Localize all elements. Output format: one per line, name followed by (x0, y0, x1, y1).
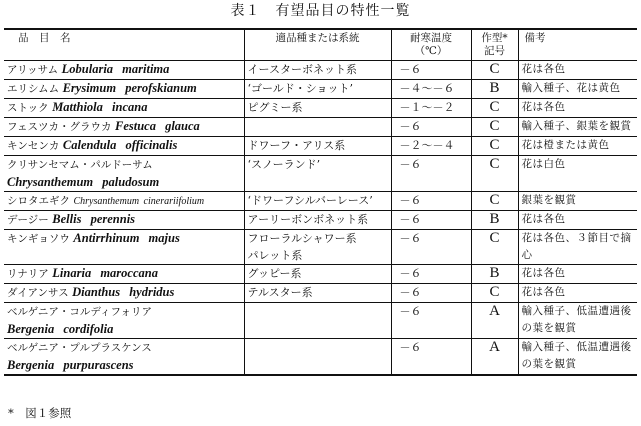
type-mark: A (471, 339, 518, 376)
cold-temp: －６ (391, 230, 471, 265)
variety: ‘ゴールド・ショット’ (244, 80, 391, 99)
table-row (4, 80, 637, 99)
jp-name: キンセンカ (7, 140, 60, 152)
variety: テルスター系 (244, 284, 391, 303)
jp-name: シロタエギク (7, 195, 70, 207)
cold-temp: －６ (391, 156, 471, 192)
type-mark: C (471, 284, 518, 303)
scientific-name: Festuca glauca (114, 119, 200, 133)
table-row (4, 156, 637, 192)
cold-temp: －４～－６ (391, 80, 471, 99)
type-mark: C (471, 137, 518, 156)
jp-name: ダイアンサス (7, 287, 69, 299)
table-row (4, 192, 637, 211)
scientific-name: Erysimum perofskianum (62, 81, 197, 95)
notes: 輸入種子、低温遭遇後の葉を観賞 (518, 303, 637, 339)
type-mark: A (471, 303, 518, 339)
table-row (4, 137, 637, 156)
scientific-name: Chrysanthemum cinerariifolium (73, 196, 205, 207)
scientific-name: Lobularia maritima (61, 62, 170, 76)
notes: 輸入種子、銀葉を観賞 (518, 118, 637, 137)
variety (244, 118, 391, 137)
variety-secondary: パレット系 (247, 249, 303, 262)
type-mark: C (471, 230, 518, 265)
variety (244, 303, 391, 339)
cold-temp: －６ (391, 192, 471, 211)
table-row (4, 339, 637, 376)
jp-name: ベルゲニア・コルディフォリア (7, 306, 153, 318)
jp-name: キンギョソウ (7, 233, 70, 245)
notes: 花は各色、３節目で摘心 (518, 230, 637, 265)
jp-name: ストック (7, 102, 49, 114)
cold-temp: －２～－４ (391, 137, 471, 156)
notes: 花は各色 (518, 284, 637, 303)
header-type: 作型* 記号 (471, 29, 518, 61)
scientific-name: Bergenia cordifolia (7, 322, 114, 336)
variety: アーリーボンボネット系 (244, 211, 391, 230)
variety: フローラルシャワー系 (247, 232, 357, 245)
jp-name: エリシムム (7, 83, 60, 95)
variety: グッピー系 (244, 265, 391, 284)
jp-name: リナリア (7, 268, 49, 280)
variety: ‘スノーランド’ (244, 156, 391, 192)
table-row (4, 284, 637, 303)
type-mark: B (471, 211, 518, 230)
notes: 花は各色 (518, 99, 637, 118)
jp-name: クリサンセマム・パルドーサム (7, 159, 153, 171)
table-row (4, 211, 637, 230)
table-row (4, 230, 637, 265)
header-notes: 備考 (518, 29, 637, 61)
cold-temp: －６ (391, 303, 471, 339)
jp-name: デージー (7, 214, 49, 226)
type-mark: C (471, 156, 518, 192)
cold-temp: －６ (391, 61, 471, 80)
type-mark: B (471, 265, 518, 284)
variety: イースターボネット系 (244, 61, 391, 80)
scientific-name: Bellis perennis (52, 212, 136, 226)
variety: ピグミー系 (244, 99, 391, 118)
scientific-name: Chrysanthemum paludosum (7, 175, 160, 189)
jp-name: ベルゲニア・プルプラスケンス (7, 342, 152, 354)
table-row (4, 99, 637, 118)
table-row (4, 265, 637, 284)
type-mark: C (471, 118, 518, 137)
cold-temp: －６ (391, 211, 471, 230)
notes: 花は橙または黄色 (518, 137, 637, 156)
footnote: * 図１参照 (8, 406, 72, 420)
type-mark: C (471, 99, 518, 118)
scientific-name: Antirrhinum majus (73, 231, 180, 245)
scientific-name: Dianthus hydridus (72, 285, 175, 299)
header-row (4, 29, 637, 61)
notes: 花は各色 (518, 211, 637, 230)
notes: 輸入種子、低温遭遇後の葉を観賞 (518, 339, 637, 376)
scientific-name: Linaria maroccana (52, 266, 158, 280)
table-row (4, 303, 637, 339)
scientific-name: Bergenia purpurascens (7, 358, 134, 372)
type-mark: B (471, 80, 518, 99)
jp-name: フェスツカ・グラウカ (7, 121, 112, 133)
cold-temp: －１～－２ (391, 99, 471, 118)
table-title: 表１ 有望品目の特性一覧 (230, 3, 411, 19)
cold-temp: －６ (391, 265, 471, 284)
notes: 花は白色 (518, 156, 637, 192)
variety: ‘ドワーフシルバーレース’ (244, 192, 391, 211)
notes: 銀葉を観賞 (518, 192, 637, 211)
variety (244, 339, 391, 376)
type-mark: C (471, 61, 518, 80)
cold-temp: －６ (391, 284, 471, 303)
header-cold: 耐寒温度 （℃） (391, 29, 471, 61)
type-mark: C (471, 192, 518, 211)
variety: ドワーフ・アリス系 (244, 137, 391, 156)
scientific-name: Calendula officinalis (62, 138, 178, 152)
cold-temp: －６ (391, 339, 471, 376)
table-row (4, 61, 637, 80)
scientific-name: Matthiola incana (52, 100, 148, 114)
table-row (4, 118, 637, 137)
notes: 輸入種子、花は黄色 (518, 80, 637, 99)
notes: 花は各色 (518, 265, 637, 284)
jp-name: アリッサム (7, 64, 59, 76)
characteristics-table (4, 28, 637, 376)
header-name: 品 目 名 (4, 29, 244, 61)
notes: 花は各色 (518, 61, 637, 80)
cold-temp: －６ (391, 118, 471, 137)
header-variety: 適品種または系統 (244, 29, 391, 61)
